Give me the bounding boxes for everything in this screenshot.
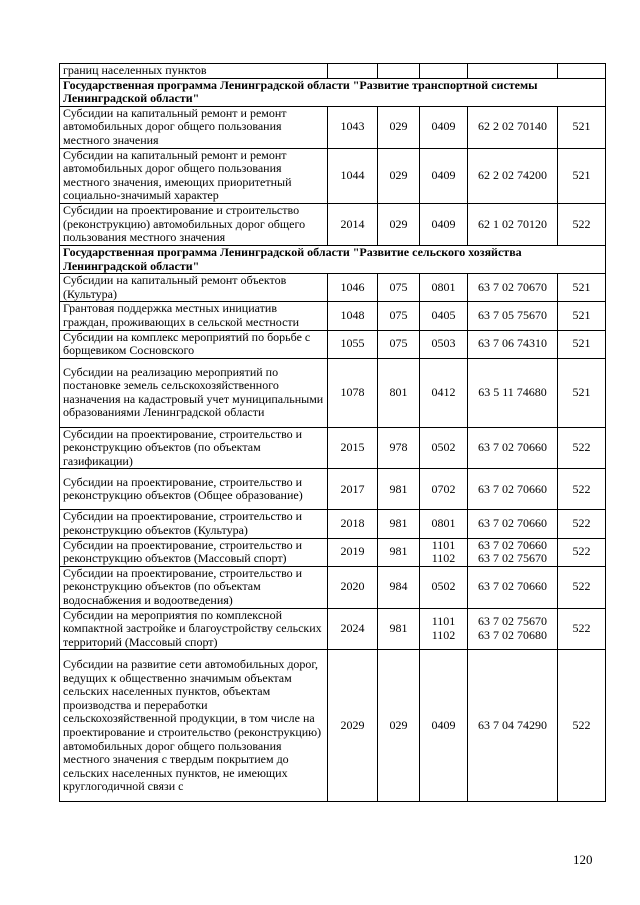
table-row — [60, 650, 606, 802]
subsidy-table — [59, 63, 606, 802]
table-row — [60, 302, 606, 330]
table-row — [60, 608, 606, 650]
csr-cell: 63 7 02 70660 63 7 02 75670 — [468, 538, 558, 566]
csr-cell: 63 5 11 74680 — [468, 358, 558, 427]
code-cell: 2019 — [328, 538, 378, 566]
table-row — [60, 203, 606, 245]
vr-cell: 522 — [558, 538, 606, 566]
section-title: Государственная программа Ленинградской области "Развитие сельского хозяйства Ленинградской области" — [60, 245, 606, 273]
vr-cell: 521 — [558, 358, 606, 427]
rz-cell: 0409 — [420, 203, 468, 245]
csr-cell: 62 2 02 70140 — [468, 106, 558, 148]
grbs-cell: 029 — [378, 650, 420, 802]
row-name: Субсидии на развитие сети автомобильных дорог, ведущих к общественно значимым объектам сельских населенных пунктов, объектам производства и переработки сельскохозяйственной продукции, в том числе на проектирование и строительство (реконструкцию) автомобильных дорог общего пользования местного значения с твердым покрытием до сельских населенных пунктов, не имеющих круглогодичной связи с — [60, 650, 328, 802]
page-number: 120 — [573, 852, 593, 867]
csr-cell: 62 2 02 74200 — [468, 148, 558, 203]
grbs-cell — [378, 64, 420, 79]
row-name: Грантовая поддержка местных инициатив граждан, проживающих в сельской местности — [60, 302, 328, 330]
row-name: Субсидии на проектирование, строительство и реконструкцию объектов (Культура) — [60, 510, 328, 538]
code-cell — [328, 64, 378, 79]
csr-cell: 63 7 02 70660 — [468, 469, 558, 510]
rz-cell: 1101 1102 — [420, 608, 468, 650]
code-cell: 1048 — [328, 302, 378, 330]
grbs-cell: 984 — [378, 566, 420, 608]
rz-cell: 1101 1102 — [420, 538, 468, 566]
code-cell: 2014 — [328, 203, 378, 245]
code-cell: 2018 — [328, 510, 378, 538]
grbs-cell: 801 — [378, 358, 420, 427]
rz-cell: 0801 — [420, 510, 468, 538]
vr-cell: 521 — [558, 330, 606, 358]
csr-cell: 63 7 02 70660 — [468, 566, 558, 608]
csr-cell: 63 7 02 70670 — [468, 274, 558, 302]
csr-cell: 63 7 02 70660 — [468, 510, 558, 538]
section-title: Государственная программа Ленинградской области "Развитие транспортной системы Ленинградской области" — [60, 78, 606, 106]
rz-cell: 0412 — [420, 358, 468, 427]
code-cell: 1043 — [328, 106, 378, 148]
rz-cell: 0503 — [420, 330, 468, 358]
grbs-cell: 029 — [378, 148, 420, 203]
rz-cell: 0502 — [420, 566, 468, 608]
table-row — [60, 469, 606, 510]
grbs-cell: 978 — [378, 427, 420, 469]
row-name: Субсидии на проектирование, строительство и реконструкцию объектов (Массовый спорт) — [60, 538, 328, 566]
grbs-cell: 981 — [378, 538, 420, 566]
table-row — [60, 274, 606, 302]
row-name: Субсидии на проектирование, строительство и реконструкцию объектов (по объектам газификации) — [60, 427, 328, 469]
rz-cell: 0409 — [420, 106, 468, 148]
row-name: Субсидии на реализацию мероприятий по постановке земель сельскохозяйственного назначения на кадастровый учет муниципальными образованиями Ленинградской области — [60, 358, 328, 427]
grbs-cell: 981 — [378, 608, 420, 650]
grbs-cell: 029 — [378, 203, 420, 245]
row-name: Субсидии на капитальный ремонт объектов (Культура) — [60, 274, 328, 302]
table-row — [60, 510, 606, 538]
rz-cell: 0409 — [420, 650, 468, 802]
table-row — [60, 566, 606, 608]
rz-cell: 0702 — [420, 469, 468, 510]
table-row — [60, 64, 606, 79]
vr-cell: 522 — [558, 566, 606, 608]
grbs-cell: 981 — [378, 510, 420, 538]
table-row — [60, 538, 606, 566]
vr-cell: 522 — [558, 650, 606, 802]
code-cell: 2020 — [328, 566, 378, 608]
code-cell: 1055 — [328, 330, 378, 358]
row-name: Субсидии на комплекс мероприятий по борьбе с борщевиком Сосновского — [60, 330, 328, 358]
row-name: Субсидии на проектирование, строительство и реконструкцию объектов (по объектам водоснабжения и водоотведения) — [60, 566, 328, 608]
rz-cell: 0405 — [420, 302, 468, 330]
table-row — [60, 427, 606, 469]
csr-cell — [468, 64, 558, 79]
rz-cell: 0502 — [420, 427, 468, 469]
row-name: Субсидии на проектирование и строительство (реконструкцию) автомобильных дорог общего пользования местного значения — [60, 203, 328, 245]
section-header-row — [60, 78, 606, 106]
rz-cell: 0409 — [420, 148, 468, 203]
vr-cell: 522 — [558, 608, 606, 650]
vr-cell: 521 — [558, 148, 606, 203]
vr-cell: 521 — [558, 274, 606, 302]
row-name: Субсидии на проектирование, строительство и реконструкцию объектов (Общее образование) — [60, 469, 328, 510]
row-name: Субсидии на мероприятия по комплексной компактной застройке и благоустройству сельских территорий (Массовый спорт) — [60, 608, 328, 650]
vr-cell — [558, 64, 606, 79]
csr-cell: 63 7 05 75670 — [468, 302, 558, 330]
grbs-cell: 981 — [378, 469, 420, 510]
code-cell: 2029 — [328, 650, 378, 802]
csr-cell: 63 7 02 70660 — [468, 427, 558, 469]
code-cell: 1078 — [328, 358, 378, 427]
rz-cell — [420, 64, 468, 79]
csr-cell: 63 7 02 75670 63 7 02 70680 — [468, 608, 558, 650]
vr-cell: 522 — [558, 427, 606, 469]
code-cell: 2024 — [328, 608, 378, 650]
vr-cell: 522 — [558, 469, 606, 510]
vr-cell: 522 — [558, 203, 606, 245]
row-name: границ населенных пунктов — [60, 64, 328, 79]
code-cell: 1046 — [328, 274, 378, 302]
grbs-cell: 075 — [378, 274, 420, 302]
section-header-row — [60, 245, 606, 273]
vr-cell: 522 — [558, 510, 606, 538]
row-name: Субсидии на капитальный ремонт и ремонт автомобильных дорог общего пользования местного значения, имеющих приоритетный социально-значимый характер — [60, 148, 328, 203]
grbs-cell: 029 — [378, 106, 420, 148]
grbs-cell: 075 — [378, 330, 420, 358]
csr-cell: 63 7 04 74290 — [468, 650, 558, 802]
code-cell: 1044 — [328, 148, 378, 203]
code-cell: 2017 — [328, 469, 378, 510]
rz-cell: 0801 — [420, 274, 468, 302]
table-row — [60, 330, 606, 358]
csr-cell: 63 7 06 74310 — [468, 330, 558, 358]
row-name: Субсидии на капитальный ремонт и ремонт автомобильных дорог общего пользования местного значения — [60, 106, 328, 148]
table-row — [60, 148, 606, 203]
code-cell: 2015 — [328, 427, 378, 469]
table-row — [60, 106, 606, 148]
grbs-cell: 075 — [378, 302, 420, 330]
csr-cell: 62 1 02 70120 — [468, 203, 558, 245]
table-row — [60, 358, 606, 427]
vr-cell: 521 — [558, 106, 606, 148]
vr-cell: 521 — [558, 302, 606, 330]
